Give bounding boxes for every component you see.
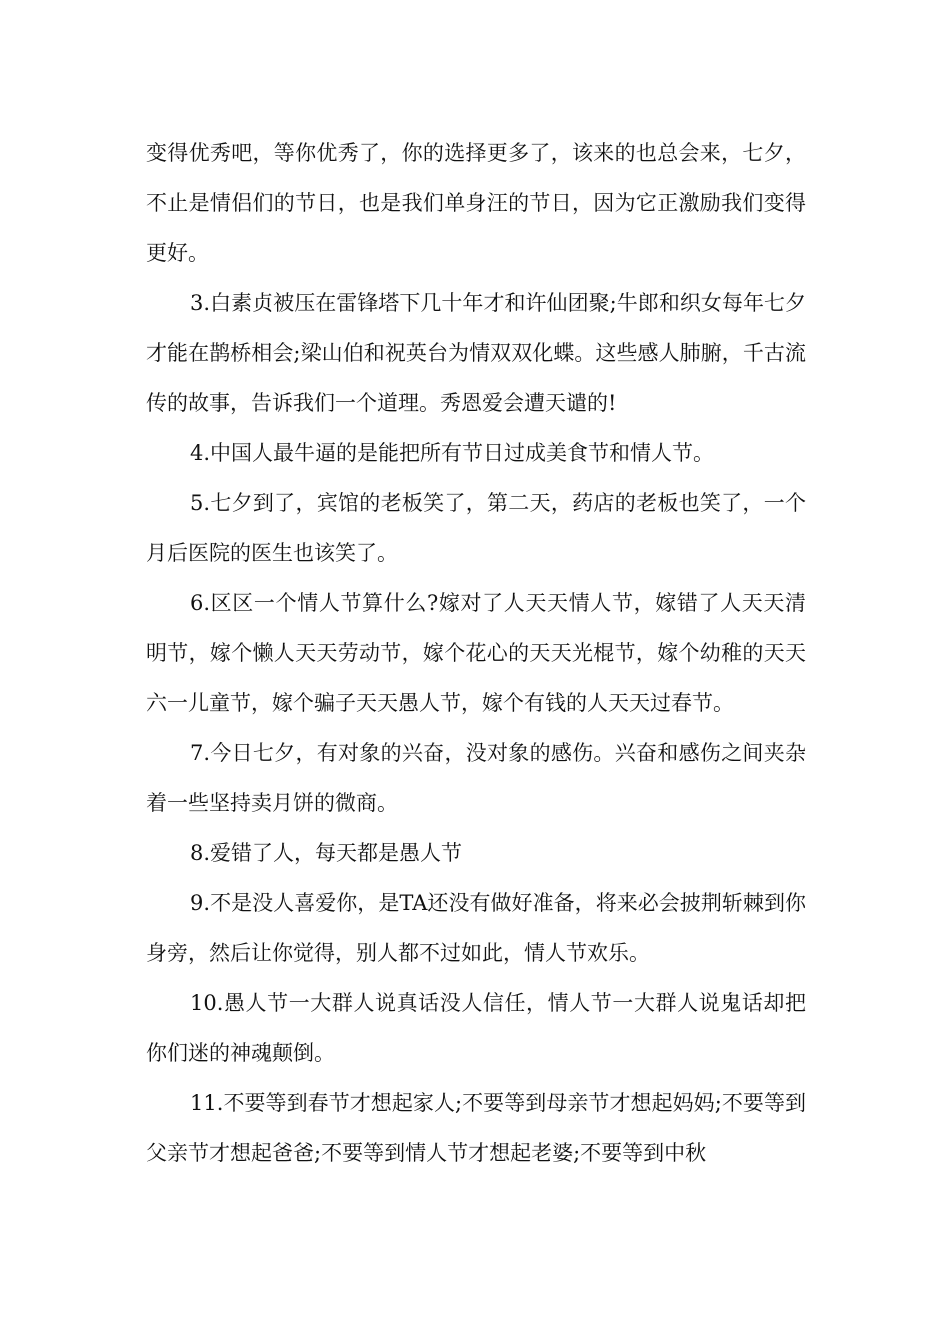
paragraph-item-6: 6.区区一个情人节算什么?嫁对了人天天情人节，嫁错了人天天清明节，嫁个懒人天天劳动节，嫁个花心的天天光棍节，嫁个幼稚的天天六一儿童节，嫁个骗子天天愚人节，嫁个有钱的人天天过春节。 <box>146 591 806 715</box>
paragraph-item-11: 11.不要等到春节才想起家人;不要等到母亲节才想起妈妈;不要等到父亲节才想起爸爸;不要等到情人节才想起老婆;不要等到中秋 <box>146 1091 806 1165</box>
paragraph-item-7: 7.今日七夕，有对象的兴奋，没对象的感伤。兴奋和感伤之间夹杂着一些坚持卖月饼的微商。 <box>146 741 806 815</box>
paragraph-item-3: 3.白素贞被压在雷锋塔下几十年才和许仙团聚;牛郎和织女每年七夕才能在鹊桥相会;梁山伯和祝英台为情双双化蝶。这些感人肺腑，千古流传的故事，告诉我们一个道理。秀恩爱会遭天谴的! <box>146 291 806 415</box>
paragraph-item-8: 8.爱错了人，每天都是愚人节 <box>190 841 463 865</box>
text-column <box>146 128 806 1178</box>
paragraph-continued: 变得优秀吧，等你优秀了，你的选择更多了，该来的也总会来，七夕，不止是情侣们的节日，也是我们单身汪的节日，因为它正激励我们变得更好。 <box>146 141 806 265</box>
paragraph-item-10: 10.愚人节一大群人说真话没人信任，情人节一大群人说鬼话却把你们迷的神魂颠倒。 <box>146 991 806 1065</box>
paragraph-item-5: 5.七夕到了，宾馆的老板笑了，第二天，药店的老板也笑了，一个月后医院的医生也该笑了。 <box>146 491 806 565</box>
paragraph-item-4: 4.中国人最牛逼的是能把所有节日过成美食节和情人节。 <box>190 441 715 465</box>
paragraph-item-9: 9.不是没人喜爱你，是TA还没有做好准备，将来必会披荆斩棘到你身旁，然后让你觉得，别人都不过如此，情人节欢乐。 <box>146 891 806 965</box>
